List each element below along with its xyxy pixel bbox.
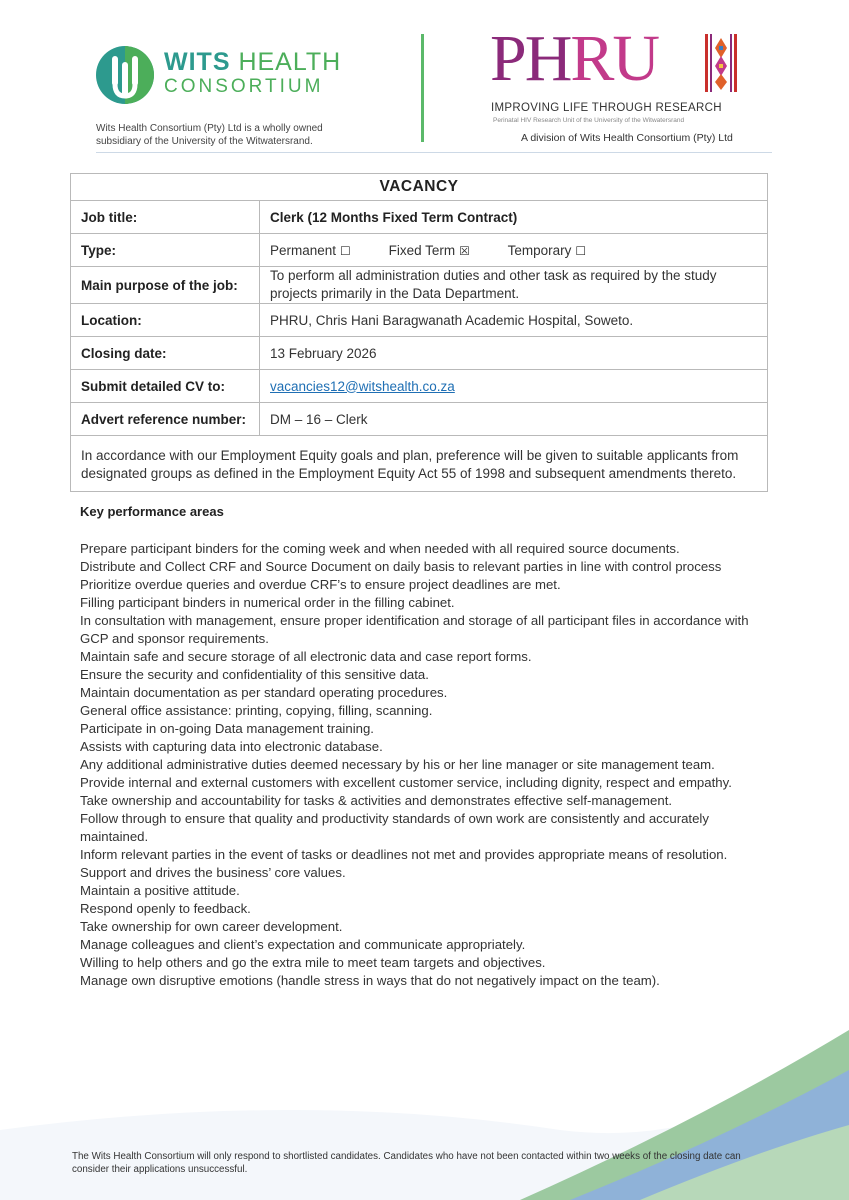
list-item: Follow through to ensure that quality and productivity standards of own work are consistently and accurately maintained. xyxy=(80,811,709,844)
list-item: Manage own disruptive emotions (handle stress in ways that do not negatively impact on the team). xyxy=(80,973,660,988)
list-item: Maintain a positive attitude. xyxy=(80,883,240,898)
type-permanent-label: Permanent xyxy=(270,242,337,258)
list-item: Manage colleagues and client’s expectation and communicate appropriately. xyxy=(80,937,526,952)
type-label: Type: xyxy=(71,234,260,267)
reference-value: DM – 16 – Clerk xyxy=(260,403,768,436)
type-temporary-label: Temporary xyxy=(507,242,572,258)
closing-date-label: Closing date: xyxy=(71,337,260,370)
phru-logo xyxy=(490,22,659,95)
header-rule xyxy=(96,152,772,153)
wits-brand-name xyxy=(164,50,341,75)
list-item: Maintain documentation as per standard operating procedures. xyxy=(80,685,448,700)
table-row-equity xyxy=(71,436,768,492)
list-item: Take ownership for own career development. xyxy=(80,919,343,934)
kpa-list xyxy=(80,540,770,990)
checkbox-unchecked-icon: ☐ xyxy=(575,243,587,258)
phru-division: A division of Wits Health Consortium (Pty) Ltd xyxy=(521,132,733,144)
list-item: Take ownership and accountability for tasks & activities and demonstrates effective self-management. xyxy=(80,793,673,808)
list-item: Distribute and Collect CRF and Source Document on daily basis to relevant parties in line with control process xyxy=(80,559,722,574)
vacancy-heading: VACANCY xyxy=(71,174,768,201)
submit-label: Submit detailed CV to: xyxy=(71,370,260,403)
list-item: Prioritize overdue queries and overdue CRF’s to ensure project deadlines are met. xyxy=(80,577,561,592)
table-row-job-title xyxy=(71,201,768,234)
table-row-location xyxy=(71,304,768,337)
list-item: In consultation with management, ensure proper identification and storage of all participant files in accordance with GCP and sponsor requirements. xyxy=(80,613,749,646)
list-item: Inform relevant parties in the event of tasks or deadlines not met and provides appropriate means of resolution. xyxy=(80,847,728,862)
list-item: Respond openly to feedback. xyxy=(80,901,251,916)
table-row-purpose xyxy=(71,267,768,304)
list-item: Participate in on-going Data management training. xyxy=(80,721,374,736)
job-title-label: Job title: xyxy=(71,201,260,234)
list-item: Willing to help others and go the extra mile to meet team targets and objectives. xyxy=(80,955,546,970)
table-row-submit xyxy=(71,370,768,403)
submit-email-link[interactable]: vacancies12@witshealth.co.za xyxy=(270,378,455,394)
reference-label: Advert reference number: xyxy=(71,403,260,436)
table-row-reference xyxy=(71,403,768,436)
equity-note: In accordance with our Employment Equity goals and plan, preference will be given to suitable applicants from designated groups as defined in the Employment Equity Act 55 of 1998 and subsequent amendments thereto. xyxy=(71,436,768,492)
list-item: General office assistance: printing, copying, filling, scanning. xyxy=(80,703,433,718)
location-value: PHRU, Chris Hani Baragwanath Academic Hospital, Soweto. xyxy=(260,304,768,337)
list-item: Prepare participant binders for the coming week and when needed with all required source documents. xyxy=(80,541,680,556)
type-permanent xyxy=(270,243,351,258)
table-row-type xyxy=(71,234,768,267)
checkbox-unchecked-icon: ☐ xyxy=(340,243,351,258)
list-item: Any additional administrative duties deemed necessary by his or her line manager or site management team. xyxy=(80,757,715,772)
phru-logo-ph: PH xyxy=(490,22,571,95)
list-item: Filling participant binders in numerical order in the filling cabinet. xyxy=(80,595,455,610)
submit-cell xyxy=(260,370,768,403)
wits-brand-sub: CONSORTIUM xyxy=(164,76,324,97)
list-item: Assists with capturing data into electronic database. xyxy=(80,739,383,754)
list-item: Provide internal and external customers with excellent customer service, including dignity, respect and empathy. xyxy=(80,775,732,790)
list-item: Ensure the security and confidentiality of this sensitive data. xyxy=(80,667,429,682)
phru-logo-ru: RU xyxy=(570,22,659,95)
vacancy-table xyxy=(70,173,768,492)
letterhead xyxy=(0,0,849,160)
wits-health-logo-icon xyxy=(94,44,156,106)
wits-brand-bold: WITS xyxy=(164,48,231,76)
wits-brand-light: HEALTH xyxy=(238,48,342,76)
purpose-value: To perform all administration duties and other task as required by the study projects primarily in the Data Department. xyxy=(260,267,768,304)
footer-note: The Wits Health Consortium will only respond to shortlisted candidates. Candidates who have not been contacted within two weeks of the closing date can consider their applications unsuccessful. xyxy=(72,1151,741,1175)
header-divider xyxy=(421,34,424,142)
phru-tagline: IMPROVING LIFE THROUGH RESEARCH xyxy=(491,102,722,114)
phru-subunit: Perinatal HIV Research Unit of the University of the Witwatersrand xyxy=(493,117,685,124)
job-title-value: Clerk (12 Months Fixed Term Contract) xyxy=(260,201,768,234)
type-options xyxy=(260,234,768,267)
closing-date-value: 13 February 2026 xyxy=(260,337,768,370)
table-row-closing-date xyxy=(71,337,768,370)
purpose-label: Main purpose of the job: xyxy=(71,267,260,304)
type-fixed-term xyxy=(389,243,470,258)
kpa-heading: Key performance areas xyxy=(80,504,224,519)
phru-pattern-icon xyxy=(705,34,737,92)
wits-subsidiary-note: Wits Health Consortium (Pty) Ltd is a wholly owned subsidiary of the University of the Witwatersrand. xyxy=(96,123,323,147)
type-fixed-label: Fixed Term xyxy=(388,242,456,258)
list-item: Maintain safe and secure storage of all electronic data and case report forms. xyxy=(80,649,532,664)
type-temporary xyxy=(508,243,587,258)
list-item: Support and drives the business’ core values. xyxy=(80,865,346,880)
location-label: Location: xyxy=(71,304,260,337)
checkbox-checked-icon: ☒ xyxy=(459,243,470,258)
